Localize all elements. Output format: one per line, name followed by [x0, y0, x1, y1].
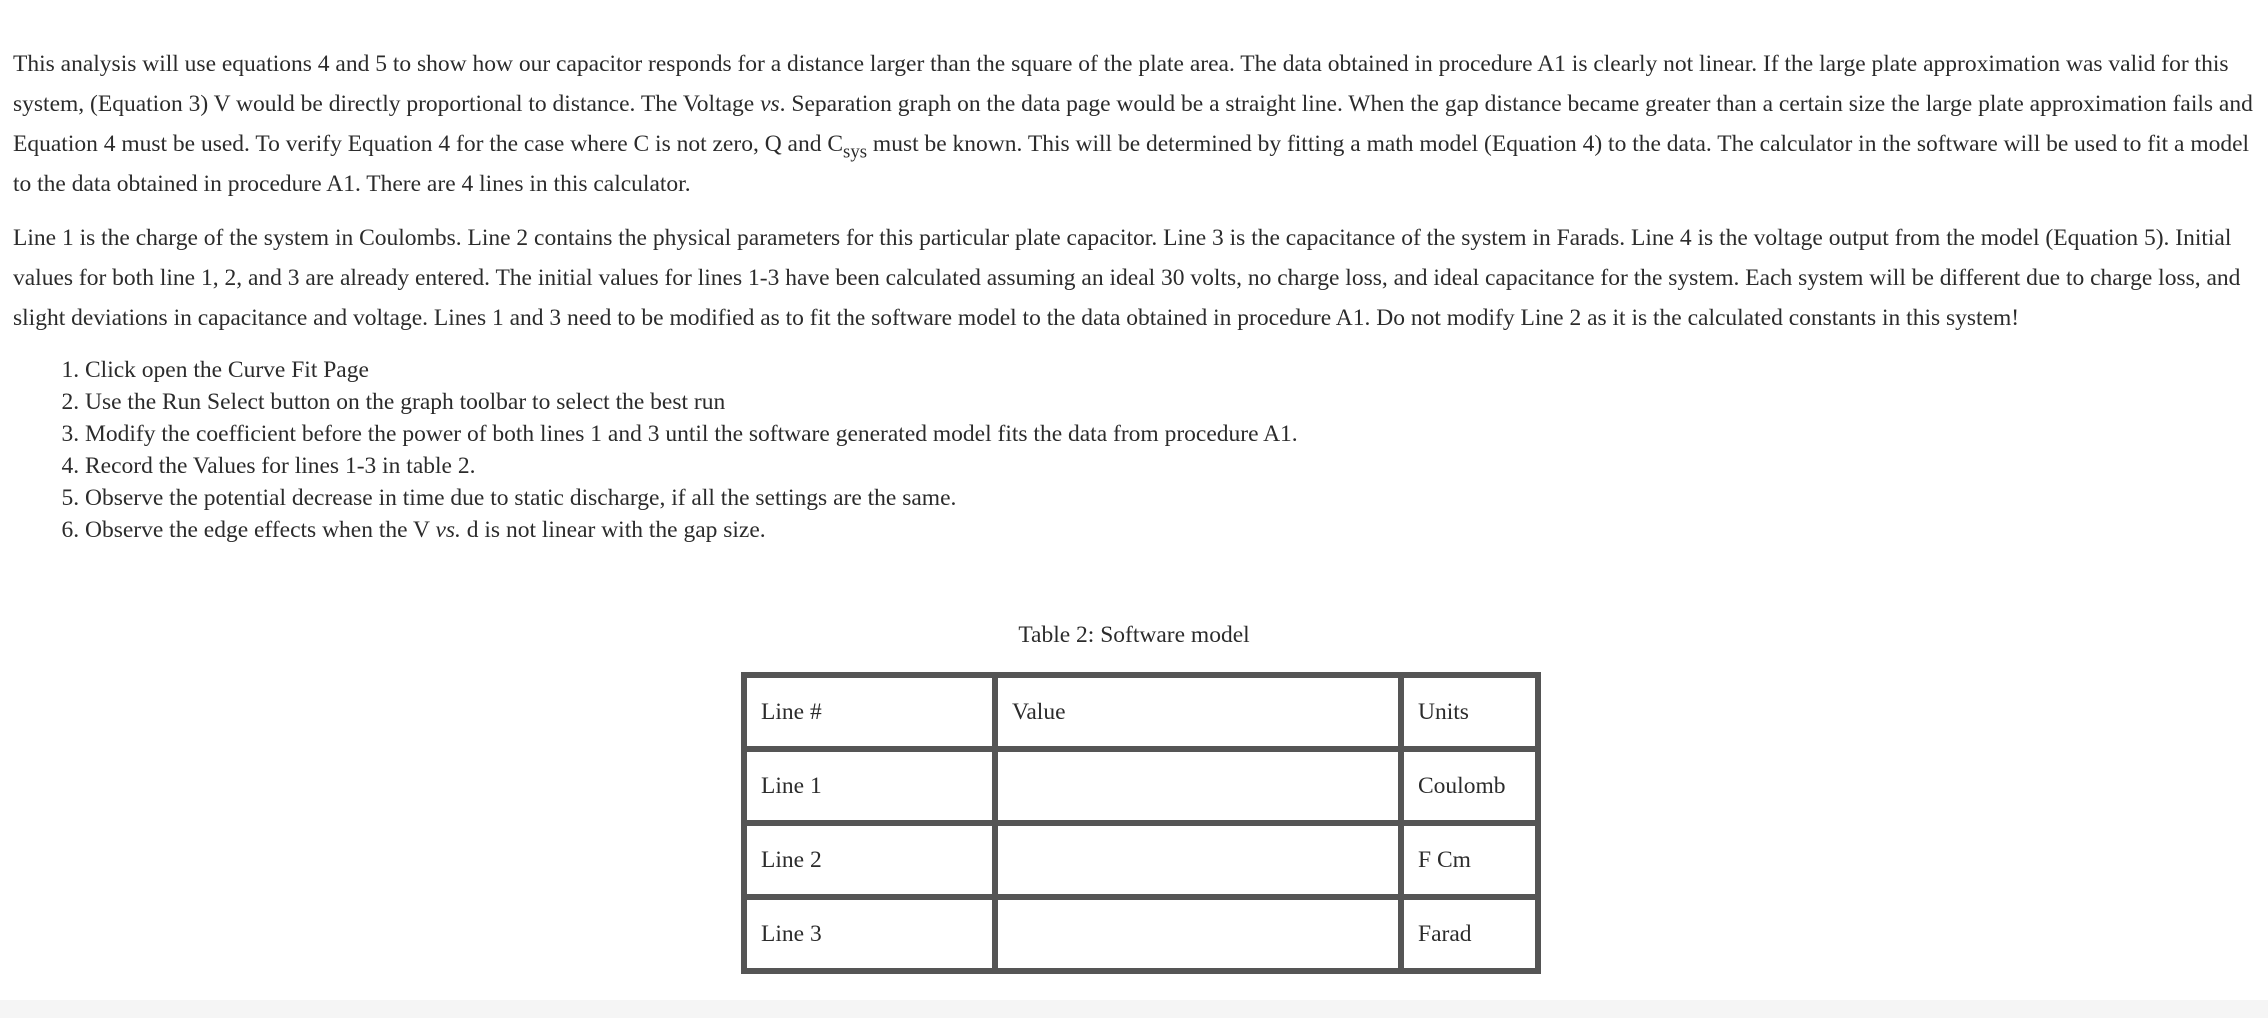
table-row	[744, 749, 1538, 823]
step-item: 5. Observe the potential decrease in time due to static discharge, if all the settings are the same.	[85, 482, 2263, 514]
calculator-lines-paragraph: Line 1 is the charge of the system in Coulombs. Line 2 contains the physical parameters for this particular plate capacitor. Line 3 is the capacitance of the system in Farads. Line 4 is the voltage output from the model (Equation 5). Initial values for both line 1, 2, and 3 are already entered. The initial values for lines 1-3 have been calculated assuming an ideal 30 volts, no charge loss, and ideal capacitance for the system. Each system will be different due to charge loss, and slight deviations in capacitance and voltage. Lines 1 and 3 need to be modified as to fit the software model to the data obtained in procedure A1. Do not modify Line 2 as it is the calculated constants in this system!	[13, 225, 2241, 331]
row-line-label: Line 2	[744, 823, 995, 897]
header-units: Units	[1401, 675, 1538, 749]
step-item	[85, 514, 2263, 546]
row-units: Farad	[1401, 897, 1538, 971]
row-line-label: Line 3	[744, 897, 995, 971]
intro-text-end: must be known. This will be determined by fitting a math model (Equation 4) to the data. The calculator in the software will be used to fit a model to the data obtained in procedure A1. There are 4 lines in this calculator.	[13, 131, 2250, 197]
row-units: F Cm	[1401, 823, 1538, 897]
intro-text-middle: . Separation graph on the data page would be a straight line. When the gap distance became greater than a certain size the large plate approximation fails and Equation 4 must be used. To verify Equation 4 for the case where C is not zero, Q and C	[13, 91, 2253, 157]
step-item: 1. Click open the Curve Fit Page	[85, 354, 2263, 386]
step6-text-start: Observe the edge effects when the V	[85, 517, 436, 543]
intro-paragraph	[13, 44, 2263, 204]
csys-subscript: sys	[843, 141, 868, 163]
table-caption: Table 2: Software model	[1018, 622, 1250, 648]
table-row	[744, 897, 1538, 971]
software-model-table	[741, 672, 1541, 974]
row-units: Coulomb	[1401, 749, 1538, 823]
row-value-cell[interactable]	[995, 897, 1401, 971]
row-value-cell[interactable]	[995, 823, 1401, 897]
step-item: 2. Use the Run Select button on the graph toolbar to select the best run	[85, 386, 2263, 418]
header-value: Value	[995, 675, 1401, 749]
intro-vs-italic: vs	[760, 91, 780, 117]
document-body	[13, 44, 2263, 546]
step-item: 4. Record the Values for lines 1-3 in table 2.	[85, 450, 2263, 482]
header-line-number: Line #	[744, 675, 995, 749]
page-bottom-band	[0, 1000, 2268, 1018]
table-row	[744, 823, 1538, 897]
procedure-steps	[13, 354, 2263, 546]
step6-text-end: d is not linear with the gap size.	[460, 517, 766, 543]
step6-vs-italic: vs.	[435, 517, 461, 543]
intro-text-start: This analysis will use equations 4 and 5 to show how our capacitor responds for a distance larger than the square of the plate area. The data obtained in procedure A1 is clearly not linear. If the large plate approximation was valid for this system, (Equation 3) V would be directly proportional to distance. The Voltage	[13, 51, 2229, 117]
row-value-cell[interactable]	[995, 749, 1401, 823]
step-item: 3. Modify the coefficient before the power of both lines 1 and 3 until the software generated model fits the data from procedure A1.	[85, 418, 2263, 450]
table-header-row	[744, 675, 1538, 749]
row-line-label: Line 1	[744, 749, 995, 823]
